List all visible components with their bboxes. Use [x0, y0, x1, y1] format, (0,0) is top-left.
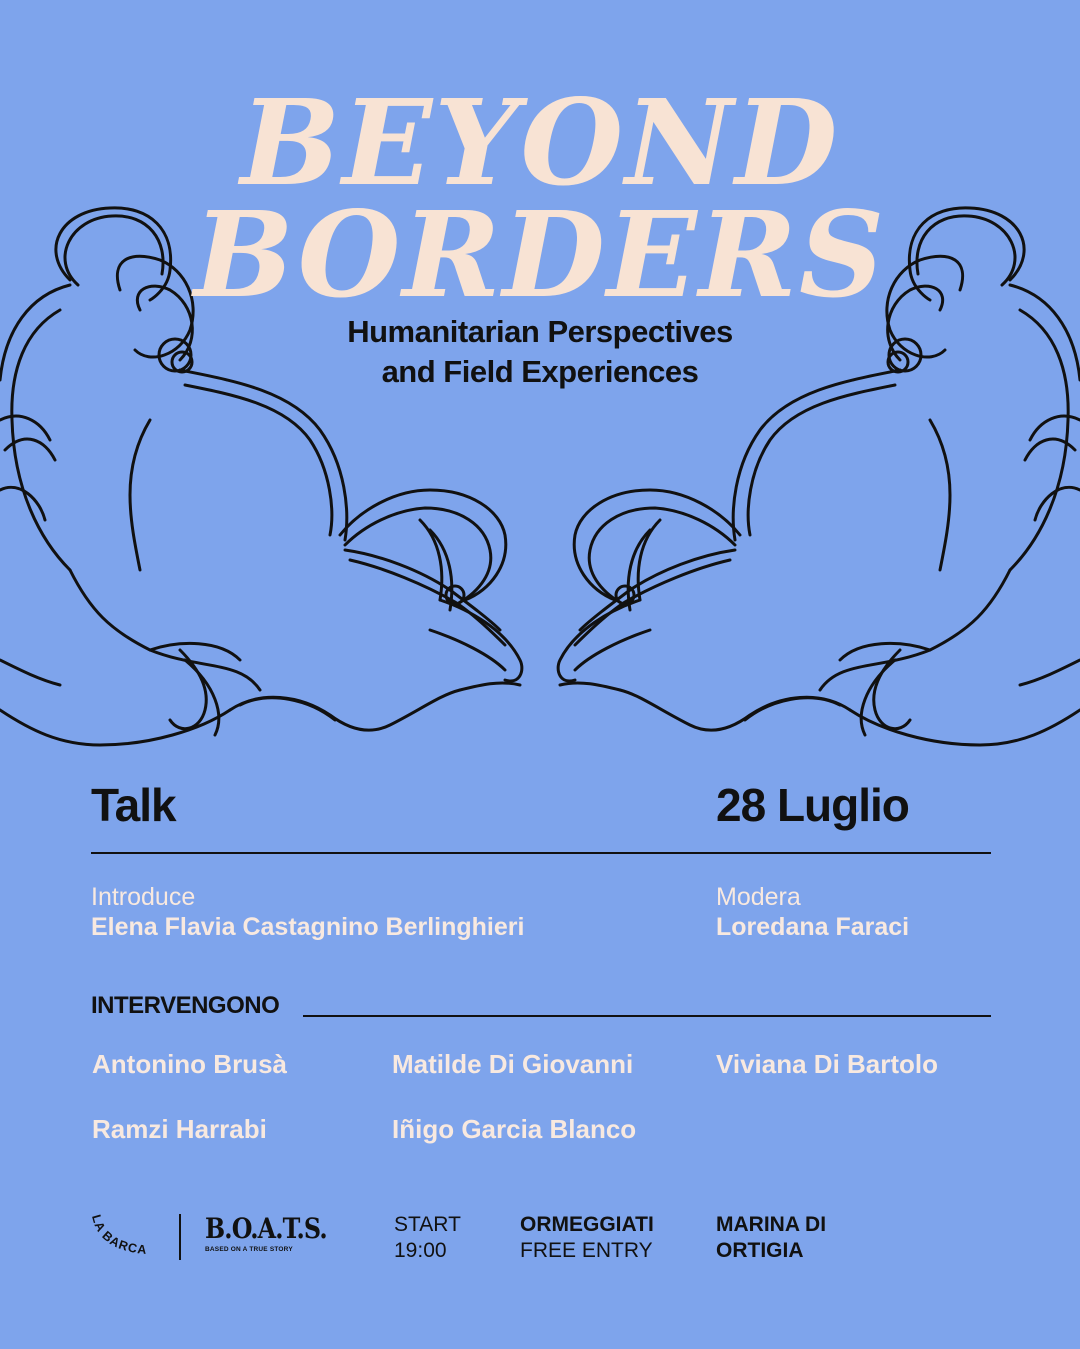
speaker-name: Matilde Di Giovanni: [392, 1049, 634, 1079]
introduce-name: Elena Flavia Castagnino Berlinghieri: [91, 913, 525, 941]
start-label: START: [394, 1213, 461, 1236]
title-line-2: BORDERS: [193, 185, 887, 324]
modera-name: Loredana Faraci: [716, 913, 910, 941]
divider-line: [91, 852, 991, 854]
subtitle-line-1: Humanitarian Perspectives: [347, 314, 733, 349]
divider-line: [303, 1015, 991, 1017]
speaker-name: Viviana Di Bartolo: [716, 1049, 939, 1079]
speaker-name: Iñigo Garcia Blanco: [392, 1114, 637, 1144]
introduce-label: Introduce: [91, 883, 196, 911]
speaker-name: Ramzi Harrabi: [92, 1114, 267, 1144]
subtitle: [0, 312, 1080, 392]
logo-divider: [179, 1214, 181, 1260]
speaker-name: Antonino Brusà: [92, 1049, 287, 1079]
venue-line-2: FREE ENTRY: [520, 1239, 653, 1262]
venue-line-1: ORMEGGIATI: [520, 1213, 654, 1236]
event-type: Talk: [91, 779, 176, 831]
place-line-1: MARINA DI: [716, 1213, 827, 1236]
la-barca-logo: [88, 1212, 164, 1262]
subtitle-line-2: and Field Experiences: [381, 354, 699, 389]
title-line-1: BEYOND: [240, 73, 840, 212]
start-time: 19:00: [394, 1239, 447, 1262]
event-date: 28 Luglio: [716, 779, 909, 831]
intervengono-heading: INTERVENGONO: [91, 992, 280, 1019]
boats-logo-text: B.O.A.T.S.: [205, 1212, 327, 1245]
boats-logo-subtext: BASED ON A TRUE STORY: [205, 1246, 293, 1253]
svg-text:LA BARCA: LA BARCA: [88, 1213, 149, 1258]
place-line-2: ORTIGIA: [716, 1239, 804, 1262]
modera-label: Modera: [716, 883, 801, 911]
boats-logo: [205, 1212, 327, 1253]
